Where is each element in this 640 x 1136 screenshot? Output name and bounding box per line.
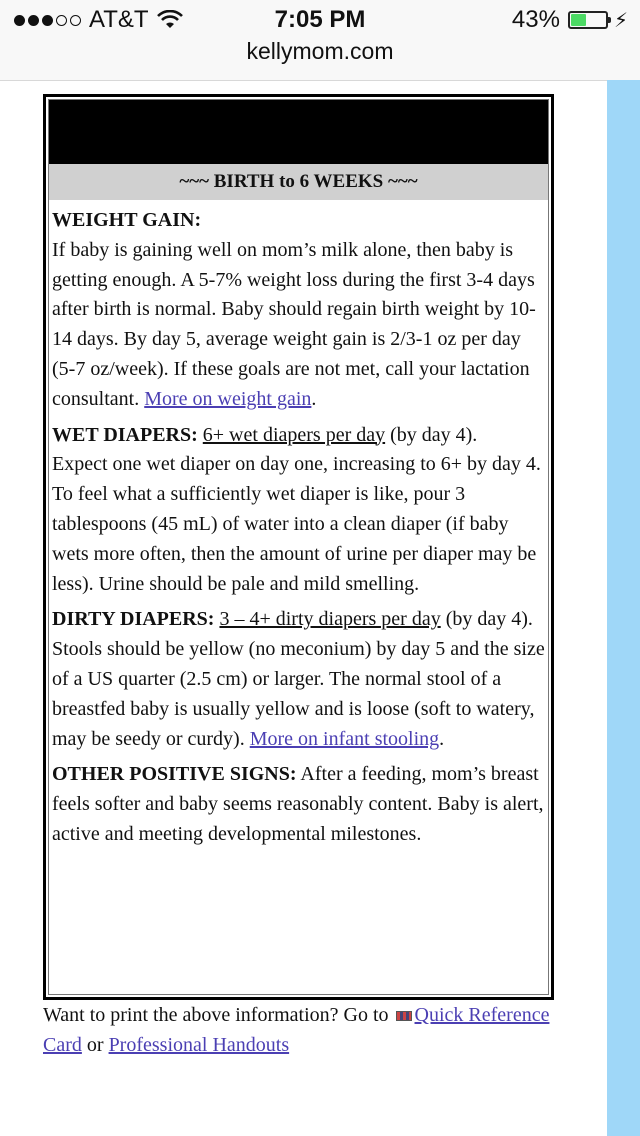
infant-stooling-link[interactable]: More on infant stooling xyxy=(249,727,440,750)
dirty-diapers-section xyxy=(52,605,545,754)
weight-gain-end: . xyxy=(311,387,317,410)
dirty-diapers-text: Stools should be yellow (no meconium) by day 5 and the size of a US quarter (2.5 cm) or larger. The normal stool of a breastfed baby is usually yellow and is loose (soft to watery, may be seedy or curdy). xyxy=(52,638,545,750)
section-title: ~~~ BIRTH to 6 WEEKS ~~~ xyxy=(49,164,548,200)
footer-or: or xyxy=(86,1034,104,1056)
page-sidebar xyxy=(607,80,640,1136)
footer-prefix: Want to print the above information? Go to xyxy=(43,1004,389,1026)
clock: 7:05 PM xyxy=(274,6,366,33)
dirty-diapers-count: 3 – 4+ dirty diapers per day xyxy=(219,608,441,631)
dirty-diapers-after: (by day 4). xyxy=(445,608,533,631)
weight-gain-text: If baby is gaining well on mom’s milk alone, then baby is getting enough. A 5-7% weight loss during the first 3-4 days after birth is normal. Baby should regain birth weight by 10-14 days. By day 5, average weight gain is 2/3-1 oz per day (5-7 oz/week). If these goals are not met, call your lactation consultant. xyxy=(52,238,536,410)
wet-diapers-label: WET DIAPERS: xyxy=(52,423,198,446)
battery-percent: 43% xyxy=(511,6,560,33)
weight-gain-section xyxy=(52,206,545,415)
professional-handouts-link[interactable]: Professional Handouts xyxy=(108,1034,290,1056)
reference-card-icon xyxy=(396,1011,412,1021)
battery-icon xyxy=(568,11,608,29)
other-signs-text: After a feeding, mom’s breast feels softer and baby seems reasonably content. Baby is alert, active and meeting developmental milestones. xyxy=(52,763,544,845)
carrier-name: AT&T xyxy=(89,6,149,33)
quick-reference-card-link[interactable]: Quick Reference Card xyxy=(43,1004,550,1056)
charging-bolt-icon: ⚡ xyxy=(613,9,628,32)
dirty-diapers-label: DIRTY DIAPERS: xyxy=(52,608,215,631)
other-signs-label: OTHER POSITIVE SIGNS: xyxy=(52,763,297,786)
other-signs-section xyxy=(52,760,545,849)
weight-gain-label: WEIGHT GAIN: xyxy=(52,209,202,231)
card-body xyxy=(49,200,548,850)
dirty-diapers-end: . xyxy=(439,727,445,750)
card-header-bar xyxy=(49,100,548,164)
weight-gain-link[interactable]: More on weight gain xyxy=(144,387,312,410)
address-bar-url[interactable]: kellymom.com xyxy=(246,38,394,64)
status-bar xyxy=(0,0,640,81)
print-footer xyxy=(43,1000,563,1060)
wet-diapers-count: 6+ wet diapers per day xyxy=(202,423,386,446)
wet-diapers-section xyxy=(52,421,545,600)
status-right xyxy=(512,6,628,34)
info-card xyxy=(43,94,554,1000)
wet-diapers-text: Expect one wet diaper on day one, increasing to 6+ by day 4. To feel what a sufficiently wet diaper is like, pour 3 tablespoons (45 mL) of water into a clean diaper (if baby wets more often, then the amount of urine per diaper may be less). Urine should be pale and mild smelling. xyxy=(52,453,541,595)
wet-diapers-after: (by day 4). xyxy=(390,423,478,446)
